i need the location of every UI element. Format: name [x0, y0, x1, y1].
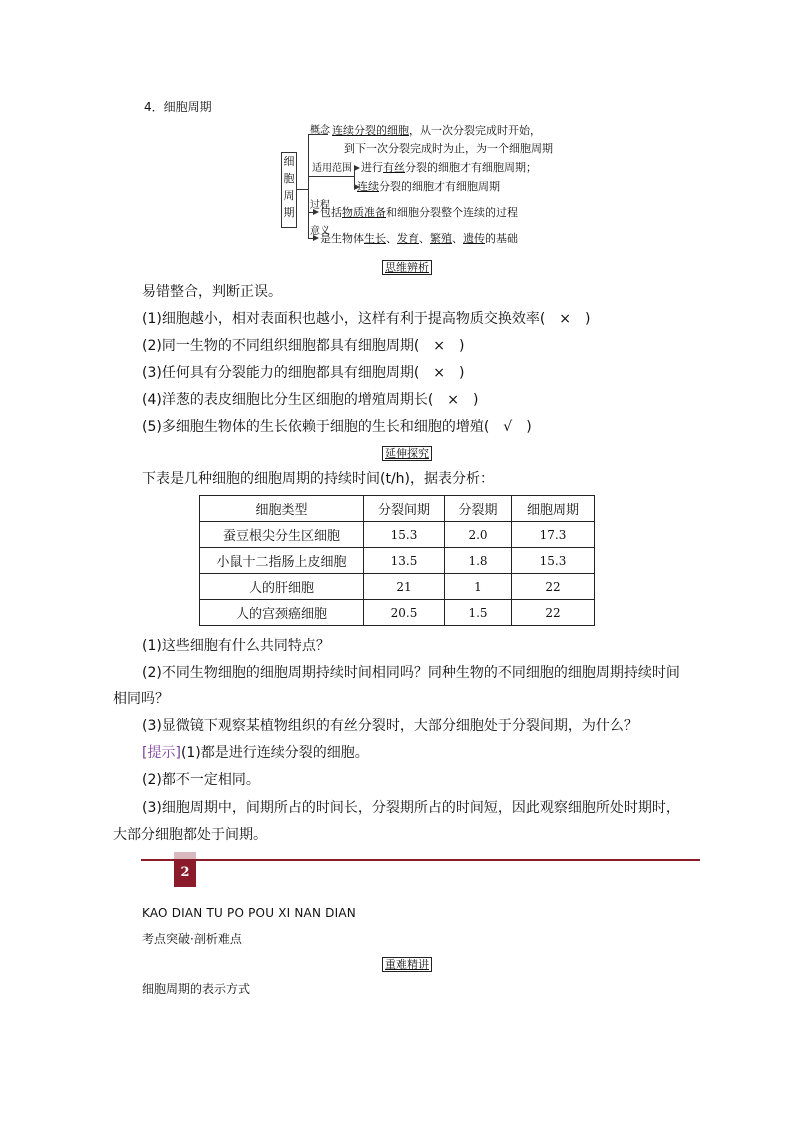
label-char: 胞	[283, 172, 295, 185]
table-cell: 蚕豆根尖分生区细胞	[200, 522, 364, 548]
judgment-item: (1)细胞越小，相对表面积也越小，这样有利于提高物质交换效率( × )	[142, 311, 591, 327]
arrow-icon	[313, 209, 319, 215]
table-row	[200, 522, 595, 548]
diagram-vertical-label	[281, 152, 297, 228]
table-cell: 13.5	[364, 548, 445, 574]
scope-line-2	[357, 180, 500, 194]
chapter-number-badge: 2	[174, 861, 196, 887]
table-cell: 人的宫颈癌细胞	[200, 600, 364, 626]
text: 、	[452, 232, 463, 245]
scope-key: 连续	[357, 180, 379, 193]
chapter-divider	[141, 859, 700, 861]
section-label-key-points: 重难精讲	[382, 957, 432, 972]
concept-line-2: 到下一次分裂完成时为止，为一个细胞周期	[344, 142, 553, 155]
final-heading: 细胞周期的表示方式	[142, 982, 251, 996]
text: 、	[386, 232, 397, 245]
text: 的基础	[485, 232, 518, 245]
section-label-thinking: 思维辨析	[382, 260, 432, 275]
text: 和细胞分裂整个连续的过程	[386, 206, 518, 219]
label-char: 周	[283, 189, 295, 202]
table-row	[200, 548, 595, 574]
concept-key: 连续分裂的细胞	[332, 124, 409, 137]
branch-tag-meaning: 意义	[310, 226, 330, 237]
table-cell: 2.0	[445, 522, 512, 548]
table-row	[200, 600, 595, 626]
answer-1	[142, 744, 369, 762]
meaning-text	[320, 232, 518, 246]
bracket-spine	[308, 134, 309, 238]
table-cell: 1	[445, 574, 512, 600]
section-heading: 4．细胞周期	[144, 100, 212, 114]
process-key: 物质准备	[342, 206, 386, 219]
hint-label: [提示]	[142, 745, 181, 761]
label-char: 期	[283, 206, 295, 219]
table-header: 细胞周期	[512, 496, 595, 522]
meaning-key: 发育	[397, 232, 419, 245]
judgment-item: (4)洋葱的表皮细胞比分生区细胞的增殖周期长( × )	[142, 392, 479, 408]
text: 进行	[361, 161, 383, 174]
branch-tag-scope: 适用范围	[312, 163, 352, 174]
meaning-key: 繁殖	[430, 232, 452, 245]
branch-line	[308, 176, 354, 177]
intro-text: 易错整合，判断正误。	[142, 284, 282, 300]
branch-tag-process: 过程	[310, 200, 330, 211]
table-cell: 人的肝细胞	[200, 574, 364, 600]
question-2-line-1: (2)不同生物细胞的细胞周期持续时间相同吗？同种生物的不同细胞的细胞周期持续时间	[142, 665, 680, 681]
table-intro: 下表是几种细胞的细胞周期的持续时间(t/h)，据表分析：	[142, 471, 495, 487]
table-cell: 小鼠十二指肠上皮细胞	[200, 548, 364, 574]
meaning-key: 生长	[364, 232, 386, 245]
table-cell: 20.5	[364, 600, 445, 626]
concept-rest: ，从一次分裂完成时开始，	[409, 124, 541, 137]
meaning-key: 遗传	[463, 232, 485, 245]
question-2-line-2: 相同吗？	[113, 691, 169, 707]
arrow-icon	[313, 235, 319, 241]
cell-cycle-table	[199, 495, 595, 626]
section-label-extension: 延伸探究	[382, 446, 432, 461]
branch-tag-concept: 概念	[310, 125, 330, 136]
table-header: 细胞类型	[200, 496, 364, 522]
table-cell: 22	[512, 574, 595, 600]
text: 分裂的细胞才有细胞周期	[379, 180, 500, 193]
arrow-icon	[354, 165, 360, 171]
judgment-item: (5)多细胞生物体的生长依赖于细胞的生长和细胞的增殖( √ )	[142, 419, 532, 435]
table-cell: 22	[512, 600, 595, 626]
table-cell: 21	[364, 574, 445, 600]
answer-2: (2)都不一定相同。	[142, 772, 260, 788]
concept-line-1	[332, 124, 541, 138]
scope-key: 有丝	[383, 161, 405, 174]
judgment-item: (2)同一生物的不同组织细胞都具有细胞周期( × )	[142, 338, 465, 354]
answer-text: (1)都是进行连续分裂的细胞。	[180, 745, 369, 761]
table-cell: 15.3	[512, 548, 595, 574]
answer-3-line-1: (3)细胞周期中，间期所占的时间长，分裂期所占的时间短，因此观察细胞所处时期时，	[142, 800, 680, 816]
table-row	[200, 574, 595, 600]
text: 分裂的细胞才有细胞周期；	[405, 161, 537, 174]
table-header: 分裂期	[445, 496, 512, 522]
text: 包括	[320, 206, 342, 219]
table-header-row	[200, 496, 595, 522]
judgment-item: (3)任何具有分裂能力的细胞都具有细胞周期( × )	[142, 365, 465, 381]
table-cell: 1.8	[445, 548, 512, 574]
table-header: 分裂间期	[364, 496, 445, 522]
text: 是生物体	[320, 232, 364, 245]
label-char: 细	[283, 155, 295, 168]
table-cell: 15.3	[364, 522, 445, 548]
process-text	[320, 206, 518, 220]
question-1: (1)这些细胞有什么共同特点？	[142, 638, 330, 654]
scope-line-1	[361, 161, 537, 175]
table-cell: 17.3	[512, 522, 595, 548]
chapter-pinyin: KAO DIAN TU PO POU XI NAN DIAN	[142, 906, 356, 920]
bracket-stem	[297, 189, 308, 190]
chapter-title: 考点突破·剖析难点	[142, 932, 242, 946]
answer-3-line-2: 大部分细胞都处于间期。	[113, 827, 267, 843]
table-cell: 1.5	[445, 600, 512, 626]
question-3: (3)显微镜下观察某植物组织的有丝分裂时，大部分细胞处于分裂间期，为什么？	[142, 718, 638, 734]
text: 、	[419, 232, 430, 245]
